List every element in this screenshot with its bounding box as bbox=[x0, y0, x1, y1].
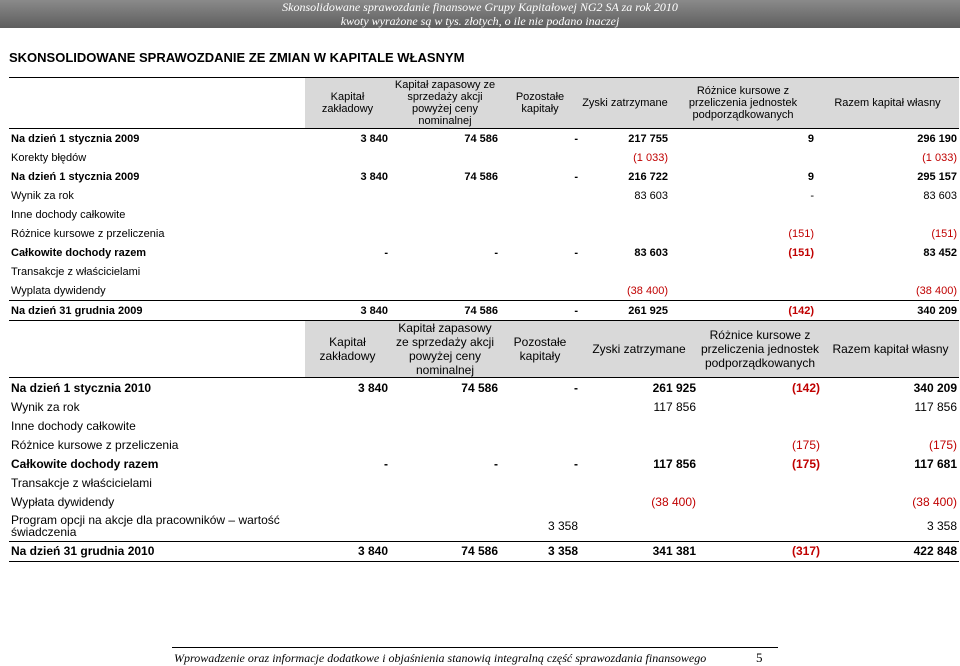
table-cell bbox=[390, 397, 500, 416]
table-row bbox=[9, 262, 959, 281]
table-row bbox=[9, 435, 959, 454]
table-row bbox=[9, 541, 959, 561]
table-cell: 74 586 bbox=[464, 170, 498, 183]
row-label: Korekty błędów bbox=[11, 151, 87, 164]
table-cell: 83 603 bbox=[923, 189, 957, 202]
table-cell: (38 400) bbox=[651, 494, 696, 509]
row-label: Na dzień 31 grudnia 2010 bbox=[9, 541, 305, 561]
table-cell bbox=[500, 473, 580, 492]
table-cell: - bbox=[384, 246, 388, 259]
table-cell: - bbox=[500, 129, 580, 149]
col-header: Kapitał zapasowy ze sprzedaży akcji powyżej ceny nominalnej bbox=[390, 78, 500, 129]
table-cell bbox=[305, 224, 390, 243]
table-row bbox=[9, 205, 959, 224]
table-row bbox=[9, 473, 959, 492]
table-cell bbox=[822, 416, 959, 435]
table-cell bbox=[670, 148, 816, 167]
table-row bbox=[9, 281, 959, 301]
table-cell: 117 856 bbox=[914, 399, 957, 414]
table-row bbox=[9, 129, 959, 149]
table-cell: 83 603 bbox=[634, 246, 668, 259]
table-cell: (317) bbox=[698, 541, 822, 561]
table-cell bbox=[305, 281, 390, 301]
table-cell: 9 bbox=[807, 170, 814, 183]
table-cell bbox=[580, 205, 670, 224]
table-cell bbox=[390, 473, 500, 492]
table-cell: (151) bbox=[788, 227, 814, 240]
table-cell bbox=[305, 435, 390, 454]
table-cell: 117 681 bbox=[914, 456, 957, 471]
table-cell: 3 358 bbox=[926, 518, 957, 533]
table-cell: - bbox=[384, 456, 388, 471]
table-cell bbox=[698, 511, 822, 541]
header-subtitle: kwoty wyrażone są w tys. złotych, o ile nie podano inaczej bbox=[340, 14, 620, 28]
table-row bbox=[9, 378, 959, 398]
table-cell: 217 755 bbox=[580, 129, 670, 149]
table-cell: - bbox=[494, 456, 498, 471]
table-cell bbox=[305, 492, 390, 511]
row-label: Różnice kursowe z przeliczenia bbox=[11, 227, 165, 240]
footer-note: Wprowadzenie oraz informacje dodatkowe i objaśnienia stanowią integralną część sprawozdania finansowego bbox=[174, 651, 707, 665]
table-cell: 74 586 bbox=[390, 301, 500, 321]
table-cell: 3 358 bbox=[500, 541, 580, 561]
table-cell: 3 840 bbox=[305, 129, 390, 149]
table-cell bbox=[580, 473, 698, 492]
table-cell: - bbox=[574, 170, 578, 183]
table-cell: 3 840 bbox=[360, 170, 388, 183]
row-label: Całkowite dochody razem bbox=[11, 246, 147, 259]
table-row bbox=[9, 224, 959, 243]
table-cell bbox=[816, 262, 959, 281]
table-cell bbox=[670, 262, 816, 281]
table-cell: 3 840 bbox=[305, 301, 390, 321]
table-header-row bbox=[9, 78, 959, 129]
table-cell bbox=[390, 148, 500, 167]
table-cell: 340 209 bbox=[816, 301, 959, 321]
table-cell bbox=[580, 416, 698, 435]
table-cell: - bbox=[810, 189, 814, 202]
table-row bbox=[9, 301, 959, 321]
table-cell: (151) bbox=[931, 227, 957, 240]
table-cell: 422 848 bbox=[822, 541, 959, 561]
table-cell bbox=[670, 205, 816, 224]
table-cell: 117 856 bbox=[653, 456, 696, 471]
table-row bbox=[9, 186, 959, 205]
col-header: Kapitał zakładowy bbox=[305, 78, 390, 129]
table-cell: 74 586 bbox=[390, 541, 500, 561]
table-cell bbox=[390, 186, 500, 205]
table-cell bbox=[500, 205, 580, 224]
col-header: Kapitał zakładowy bbox=[305, 321, 390, 378]
table-row bbox=[9, 492, 959, 511]
table-cell bbox=[390, 511, 500, 541]
table-cell bbox=[390, 435, 500, 454]
table-cell bbox=[500, 416, 580, 435]
col-header: Zyski zatrzymane bbox=[580, 78, 670, 129]
table-row bbox=[9, 167, 959, 186]
table-cell bbox=[822, 473, 959, 492]
table-row bbox=[9, 454, 959, 473]
row-label: Transakcje z właścicielami bbox=[11, 475, 152, 490]
table-row bbox=[9, 397, 959, 416]
table-cell: (142) bbox=[698, 378, 822, 398]
table-cell bbox=[698, 397, 822, 416]
table-cell: (175) bbox=[791, 437, 820, 452]
table-cell bbox=[305, 397, 390, 416]
table-row bbox=[9, 416, 959, 435]
table-cell: - bbox=[574, 246, 578, 259]
table-cell bbox=[500, 186, 580, 205]
table-cell bbox=[305, 416, 390, 435]
col-header: Różnice kursowe z przeliczenia jednostek podporządkowanych bbox=[698, 321, 822, 378]
table-cell bbox=[390, 262, 500, 281]
table-cell: 83 603 bbox=[634, 189, 668, 202]
table-row bbox=[9, 148, 959, 167]
col-header: Różnice kursowe z przeliczenia jednostek podporządkowanych bbox=[670, 78, 816, 129]
row-label: Wypłata dywidendy bbox=[11, 494, 115, 509]
row-label: Inne dochody całkowite bbox=[11, 418, 136, 433]
row-label: Na dzień 31 grudnia 2009 bbox=[9, 301, 305, 321]
table-cell bbox=[500, 435, 580, 454]
table-cell: 9 bbox=[670, 129, 816, 149]
header-blank bbox=[9, 78, 305, 129]
table-cell: 117 856 bbox=[653, 399, 696, 414]
table-cell: (1 033) bbox=[922, 151, 957, 164]
table-cell: (175) bbox=[928, 437, 957, 452]
page-number: 5 bbox=[756, 650, 763, 665]
row-label: Całkowite dochody razem bbox=[11, 456, 159, 471]
row-label: Różnice kursowe z przeliczenia bbox=[11, 437, 179, 452]
table-cell bbox=[500, 262, 580, 281]
row-label: Wyplata dywidendy bbox=[11, 284, 106, 297]
row-label: Na dzień 1 stycznia 2009 bbox=[9, 129, 305, 149]
table-row bbox=[9, 511, 959, 541]
col-header: Razem kapitał własny bbox=[822, 321, 959, 378]
table-cell bbox=[580, 224, 670, 243]
table-cell bbox=[500, 224, 580, 243]
page-title: SKONSOLIDOWANE SPRAWOZDANIE ZE ZMIAN W KAPITALE WŁASNYM bbox=[9, 50, 465, 65]
table-cell: - bbox=[500, 378, 580, 398]
table-cell bbox=[500, 148, 580, 167]
table-cell bbox=[305, 205, 390, 224]
row-label: Inne dochody całkowite bbox=[11, 208, 126, 221]
table-cell bbox=[305, 473, 390, 492]
table-cell bbox=[698, 473, 822, 492]
footer-divider bbox=[172, 647, 778, 648]
col-header: Pozostałe kapitały bbox=[500, 78, 580, 129]
table-cell bbox=[500, 492, 580, 511]
table-cell: 295 157 bbox=[917, 170, 957, 183]
table-cell bbox=[580, 511, 698, 541]
table-cell bbox=[390, 416, 500, 435]
table-cell bbox=[390, 281, 500, 301]
row-label: Wynik za rok bbox=[11, 399, 80, 414]
table-cell: 3 358 bbox=[547, 518, 578, 533]
table-cell bbox=[816, 205, 959, 224]
row-label: Na dzień 1 stycznia 2010 bbox=[9, 378, 305, 398]
col-header: Pozostałe kapitały bbox=[500, 321, 580, 378]
table-cell bbox=[305, 186, 390, 205]
table-cell: 3 840 bbox=[305, 541, 390, 561]
col-header: Zyski zatrzymane bbox=[580, 321, 698, 378]
table-cell bbox=[390, 492, 500, 511]
table-cell bbox=[305, 148, 390, 167]
col-header: Kapitał zapasowy ze sprzedaży akcji powyżej ceny nominalnej bbox=[390, 321, 500, 378]
row-label: Transakcje z właścicielami bbox=[11, 265, 141, 278]
table-cell: - bbox=[574, 456, 578, 471]
table-cell: 261 925 bbox=[580, 378, 698, 398]
table-cell: (38 400) bbox=[627, 284, 668, 297]
table-cell: (38 400) bbox=[912, 494, 957, 509]
table-header-row bbox=[9, 321, 959, 378]
table-cell: 3 840 bbox=[305, 378, 390, 398]
table-cell bbox=[670, 281, 816, 301]
header-blank bbox=[9, 321, 305, 378]
table-cell bbox=[390, 224, 500, 243]
table-cell: (1 033) bbox=[633, 151, 668, 164]
equity-table-2010 bbox=[9, 320, 959, 562]
table-cell bbox=[305, 262, 390, 281]
table-cell: (175) bbox=[791, 456, 820, 471]
table-cell: 296 190 bbox=[816, 129, 959, 149]
table-cell: 216 722 bbox=[628, 170, 668, 183]
table-cell: 340 209 bbox=[822, 378, 959, 398]
table-cell: 83 452 bbox=[923, 246, 957, 259]
table-cell: (151) bbox=[788, 246, 814, 259]
table-cell bbox=[580, 435, 698, 454]
table-cell: (142) bbox=[670, 301, 816, 321]
row-label: Wynik za rok bbox=[11, 189, 74, 202]
table-cell bbox=[500, 281, 580, 301]
table-cell bbox=[305, 511, 390, 541]
table-cell: 74 586 bbox=[390, 129, 500, 149]
table-cell bbox=[698, 416, 822, 435]
table-cell: 341 381 bbox=[580, 541, 698, 561]
header-title: Skonsolidowane sprawozdanie finansowe Grupy Kapitałowej NG2 SA za rok 2010 bbox=[282, 0, 678, 14]
row-label: Na dzień 1 stycznia 2009 bbox=[11, 170, 140, 183]
table-cell bbox=[390, 205, 500, 224]
col-header: Razem kapitał własny bbox=[816, 78, 959, 129]
table-cell: (38 400) bbox=[916, 284, 957, 297]
equity-table-2009 bbox=[9, 77, 959, 321]
table-cell: - bbox=[494, 246, 498, 259]
table-cell bbox=[698, 492, 822, 511]
table-cell: - bbox=[500, 301, 580, 321]
table-row bbox=[9, 243, 959, 262]
row-label: Program opcji na akcje dla pracowników – wartość świadczenia bbox=[11, 512, 280, 539]
table-cell: 74 586 bbox=[390, 378, 500, 398]
table-cell: 261 925 bbox=[580, 301, 670, 321]
table-cell bbox=[500, 397, 580, 416]
table-cell bbox=[580, 262, 670, 281]
